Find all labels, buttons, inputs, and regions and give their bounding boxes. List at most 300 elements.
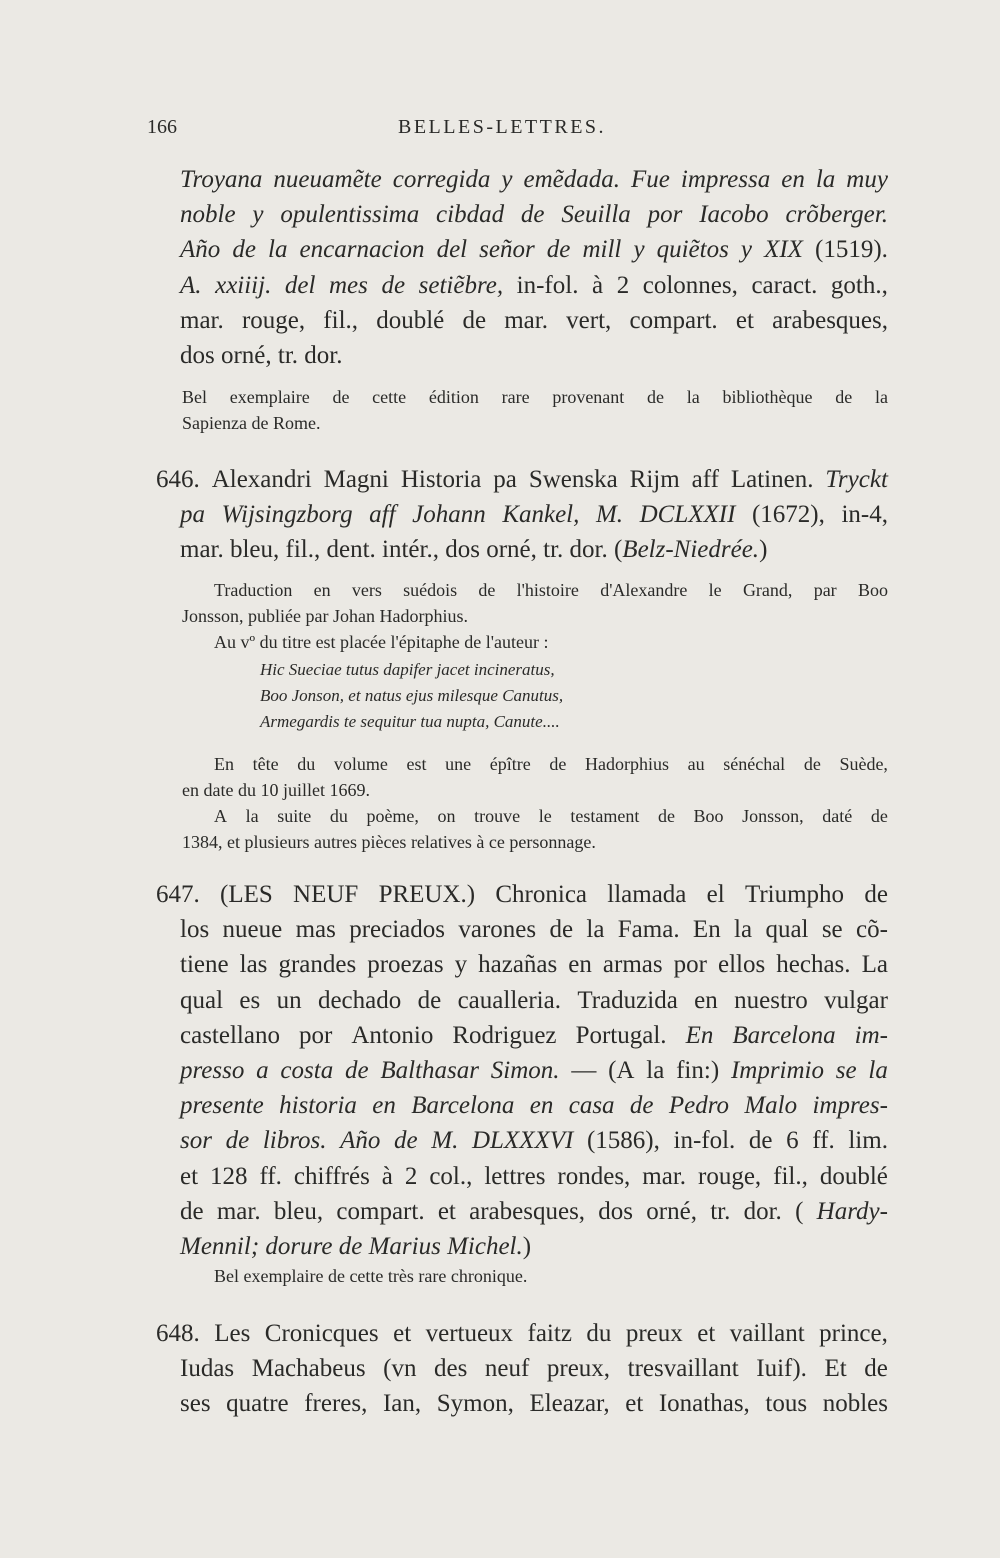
word: mas xyxy=(295,916,336,944)
word: freres, xyxy=(304,1390,368,1418)
word: Traduction xyxy=(214,580,293,600)
word: mes xyxy=(329,271,368,299)
word: costa xyxy=(280,1056,334,1084)
word: hechas. xyxy=(776,951,851,979)
entry-648 xyxy=(156,1316,888,1422)
word: ( xyxy=(795,1197,804,1225)
word: Malo xyxy=(744,1092,798,1120)
word: tête xyxy=(252,754,279,774)
text-line xyxy=(180,1351,888,1386)
word: tr. xyxy=(710,1197,731,1225)
word: des xyxy=(434,1355,468,1383)
word: le xyxy=(538,806,552,826)
word: tiene xyxy=(180,951,229,979)
word: Pedro xyxy=(668,1092,730,1120)
verse-line: Hic Sueciae tutus dapifer jacet incineratus, xyxy=(260,660,555,679)
text-line xyxy=(180,197,888,232)
word: et xyxy=(625,1390,644,1418)
word: se xyxy=(821,916,843,944)
word: de xyxy=(478,580,496,600)
text-line xyxy=(180,947,888,982)
word: et xyxy=(437,1197,456,1225)
word: bleu, xyxy=(273,1197,324,1225)
word: mar. xyxy=(216,1197,261,1225)
word: vulgar xyxy=(824,986,888,1014)
word: Latinen. xyxy=(730,466,814,493)
word: du xyxy=(297,754,316,774)
word: la xyxy=(874,387,888,407)
word: Barcelona xyxy=(732,1021,836,1049)
word: Bel xyxy=(182,387,207,407)
word: 2 xyxy=(616,271,630,299)
word: bibliothèque xyxy=(722,387,813,407)
word: de xyxy=(864,1355,888,1383)
word: Troyana xyxy=(180,166,263,193)
word: trouve xyxy=(474,806,521,826)
text-line xyxy=(180,1123,888,1158)
word: suédois xyxy=(403,580,458,600)
word: cette xyxy=(372,387,407,407)
word: armas xyxy=(602,951,663,979)
word: la xyxy=(815,166,836,193)
word: rondes, xyxy=(557,1162,631,1190)
word: Alexandri xyxy=(211,466,312,493)
word: daté xyxy=(822,806,853,826)
entry-647-note: Bel exemplaire de cette très rare chronique. xyxy=(214,1266,528,1286)
word: impres- xyxy=(812,1092,888,1120)
word: du xyxy=(329,806,348,826)
word: mar. xyxy=(642,1162,687,1190)
word: en xyxy=(529,1092,554,1120)
word: compart. xyxy=(629,306,718,334)
word: se xyxy=(835,1056,857,1084)
word: neuf xyxy=(484,1355,530,1383)
word: En xyxy=(692,916,721,944)
word: (1672), xyxy=(751,501,825,529)
word: Grand, xyxy=(742,580,793,600)
word: exemplaire xyxy=(229,387,310,407)
word: aff xyxy=(369,501,396,529)
text-line xyxy=(180,232,888,267)
text-line xyxy=(180,1018,888,1053)
word: fin:) xyxy=(676,1056,720,1084)
word: de xyxy=(864,881,888,908)
word: de xyxy=(417,986,442,1014)
word: Año xyxy=(180,236,221,264)
text-line xyxy=(156,877,888,912)
note-text: en date du 10 juillet 1669. xyxy=(182,780,370,800)
word: PREUX.) xyxy=(378,881,476,908)
word: llamada xyxy=(607,881,687,908)
word: la xyxy=(686,387,700,407)
word: de xyxy=(462,306,487,334)
note-line xyxy=(214,751,888,777)
word: vertueux xyxy=(425,1320,514,1347)
word: en xyxy=(568,951,592,979)
word: doublé xyxy=(376,306,445,334)
text-line xyxy=(180,1229,888,1264)
verse-line: Armegardis te sequitur tua nupta, Canute.... xyxy=(260,712,560,731)
word: Symon, xyxy=(436,1390,514,1418)
word: corregida xyxy=(392,166,491,193)
word: arabesques, xyxy=(469,1197,586,1225)
word: vaillant xyxy=(729,1320,805,1347)
word: de xyxy=(520,201,545,229)
word: Ian, xyxy=(382,1390,422,1418)
note-text: Jonsson, publiée par Johan Hadorphius. xyxy=(182,606,468,626)
word: crõberger. xyxy=(785,201,888,229)
text-line xyxy=(180,1053,888,1088)
page-number: 166 xyxy=(147,116,177,138)
word: Ionathas, xyxy=(658,1390,750,1418)
word: DCLXXII xyxy=(639,501,736,529)
word: de xyxy=(180,1197,204,1225)
word: nueue xyxy=(222,916,283,944)
word: et xyxy=(180,1162,199,1190)
note-line xyxy=(214,577,888,603)
verse-line: Boo Jonson, et natus ejus milesque Canutus, xyxy=(260,686,564,705)
word: Iacobo xyxy=(699,201,769,229)
word: Wijsingzborg xyxy=(221,501,353,529)
word: de xyxy=(748,1127,773,1155)
word: suite xyxy=(277,806,312,826)
word: (A xyxy=(608,1056,635,1084)
text-line xyxy=(180,1088,888,1123)
word: y xyxy=(454,951,468,979)
word: de xyxy=(835,387,853,407)
entry-645-tail xyxy=(180,162,888,373)
entry-646 xyxy=(156,462,888,568)
word: (1519). xyxy=(815,236,888,264)
word: ff. xyxy=(259,1162,282,1190)
word: castellano xyxy=(180,1021,280,1049)
word: dos xyxy=(598,1197,634,1225)
word: 6 xyxy=(786,1127,799,1155)
word: dor. xyxy=(743,1197,782,1225)
word: poème, xyxy=(366,806,419,826)
word: de xyxy=(647,387,665,407)
word: est xyxy=(406,754,427,774)
word: cibdad xyxy=(436,201,505,229)
word: Johann xyxy=(412,501,486,529)
word: prince, xyxy=(819,1320,888,1347)
word: XIX xyxy=(764,236,803,264)
word: de xyxy=(225,1127,250,1155)
word: pa xyxy=(180,501,205,529)
word: fil., xyxy=(323,306,359,334)
word: cõ- xyxy=(856,916,888,944)
word: ses xyxy=(180,1390,211,1418)
word: Historia xyxy=(400,466,482,493)
note-line xyxy=(182,410,888,436)
word: En xyxy=(214,754,234,774)
word: encarnacion xyxy=(299,236,425,264)
word: :) xyxy=(703,1056,720,1084)
word: en xyxy=(694,986,718,1014)
word: emẽdada. xyxy=(523,166,620,193)
word: proezas xyxy=(367,951,444,979)
word: Seuilla xyxy=(561,201,631,229)
word: Triumpho xyxy=(744,881,845,908)
word: caract. xyxy=(751,271,818,299)
word: Rijm xyxy=(629,466,680,493)
entry-646-notes xyxy=(182,577,888,655)
text-line xyxy=(156,462,888,497)
word: arabesques, xyxy=(772,306,888,334)
word: varones xyxy=(458,916,537,944)
word: por xyxy=(673,951,707,979)
word: caualleria. xyxy=(457,986,561,1014)
word: (1586), xyxy=(586,1127,660,1155)
entry-646-notes-after xyxy=(182,751,888,855)
word: de xyxy=(546,236,571,264)
word: quatre xyxy=(226,1390,289,1418)
word: faitz xyxy=(527,1320,572,1347)
word: por xyxy=(647,201,683,229)
word: de xyxy=(549,916,574,944)
word: Simon. xyxy=(490,1056,560,1084)
word: (vn xyxy=(383,1355,417,1383)
word: rare xyxy=(501,387,530,407)
word: de xyxy=(657,806,675,826)
text-run: ) xyxy=(759,536,768,564)
word: la xyxy=(646,1056,665,1084)
text-line xyxy=(180,303,888,338)
word: Iuif). xyxy=(756,1355,807,1383)
word: Barcelona xyxy=(411,1092,515,1120)
word: — xyxy=(571,1056,597,1084)
epitaph-verse xyxy=(260,657,563,735)
word: en xyxy=(313,580,331,600)
text-line xyxy=(180,983,888,1018)
word: preux, xyxy=(546,1355,611,1383)
word: Boo xyxy=(693,806,724,826)
word: ff. xyxy=(812,1127,835,1155)
word: en xyxy=(781,166,805,193)
note-line xyxy=(182,777,888,803)
word: Imprimio xyxy=(730,1056,824,1084)
word: presente xyxy=(180,1092,264,1120)
word: de xyxy=(332,387,350,407)
note-text: 1384, et plusieurs autres pièces relatives à ce personnage. xyxy=(182,832,596,852)
word: Chronica xyxy=(495,881,588,908)
word: testament xyxy=(570,806,640,826)
word: et xyxy=(393,1320,412,1347)
word: par xyxy=(813,580,837,600)
word: y xyxy=(501,166,513,193)
word: colonnes, xyxy=(642,271,738,299)
word: dechado xyxy=(317,986,402,1014)
word: épître xyxy=(489,754,531,774)
text-line xyxy=(180,1194,888,1229)
word: Suède, xyxy=(839,754,888,774)
word: Swenska xyxy=(528,466,618,493)
word: de xyxy=(344,1056,369,1084)
word: preux xyxy=(625,1320,683,1347)
word: de xyxy=(232,236,256,264)
word: goth., xyxy=(830,271,888,299)
word: impressa xyxy=(680,166,771,193)
word: fil., xyxy=(773,1162,808,1190)
word: Traduzida xyxy=(577,986,678,1014)
word: la xyxy=(245,806,259,826)
text-run: dos orné, tr. dor. xyxy=(180,341,343,369)
word: Jonsson, xyxy=(742,806,804,826)
word: nueuamẽte xyxy=(273,166,382,193)
note-text: Au vº du titre est placée l'épitaphe de l'auteur : xyxy=(214,632,549,652)
word: del xyxy=(284,271,316,299)
word: vert, xyxy=(566,306,612,334)
word: la xyxy=(268,236,288,264)
word: Iudas xyxy=(180,1355,235,1383)
word: doublé xyxy=(819,1162,888,1190)
word: de xyxy=(394,1127,418,1155)
word: et xyxy=(697,1320,716,1347)
text-line xyxy=(180,268,888,303)
word: Antonio xyxy=(351,1021,434,1049)
word: 2 xyxy=(404,1162,418,1190)
note-line xyxy=(182,829,888,855)
word: 128 xyxy=(210,1162,248,1190)
word: de xyxy=(629,1092,654,1120)
word: sor xyxy=(180,1127,212,1155)
word: en xyxy=(372,1092,396,1120)
word: el xyxy=(706,881,725,908)
entry-645-note xyxy=(182,384,888,436)
word: Hardy- xyxy=(816,1197,888,1225)
text-run: ) xyxy=(522,1232,532,1260)
word: tous xyxy=(765,1390,808,1418)
word: compart. xyxy=(336,1197,425,1225)
word: au xyxy=(687,754,705,774)
word: à xyxy=(381,1162,393,1190)
word: 648. xyxy=(156,1320,200,1347)
word: por xyxy=(299,1021,333,1049)
word: Portugal. xyxy=(575,1021,667,1049)
text-run: Belz-Niedrée. xyxy=(622,536,760,564)
note-line xyxy=(214,803,888,829)
word: le xyxy=(708,580,722,600)
word: del xyxy=(436,236,468,264)
word: vers xyxy=(351,580,382,600)
word: de xyxy=(549,754,567,774)
word: édition xyxy=(428,387,479,407)
text-line xyxy=(180,1159,888,1194)
word: rouge, xyxy=(241,306,306,334)
word: orné, xyxy=(646,1197,697,1225)
word: lettres xyxy=(484,1162,546,1190)
text-line xyxy=(180,497,888,532)
word: La xyxy=(861,951,888,979)
word: et xyxy=(735,306,754,334)
word: A. xyxy=(180,271,202,299)
word: las xyxy=(239,951,268,979)
word: à xyxy=(592,271,604,299)
word: rouge, xyxy=(698,1162,762,1190)
word: une xyxy=(445,754,472,774)
word: los xyxy=(180,916,210,944)
word: historia xyxy=(279,1092,357,1120)
word: Kankel, xyxy=(502,501,580,529)
word: 647. xyxy=(156,881,200,908)
word: NEUF xyxy=(293,881,359,908)
word: Boo xyxy=(857,580,888,600)
text-run: mar. bleu, fil., dent. intér., dos orné, tr. dor. ( xyxy=(180,536,623,564)
word: de xyxy=(803,754,821,774)
word: grandes xyxy=(278,951,357,979)
text-line xyxy=(180,532,888,567)
word: noble xyxy=(180,201,236,229)
word: quiẽtos xyxy=(656,236,729,264)
word: Machabeus xyxy=(251,1355,366,1383)
word: de xyxy=(381,271,406,299)
word: du xyxy=(586,1320,612,1347)
word: de xyxy=(870,806,888,826)
text-line xyxy=(180,912,888,947)
note-line xyxy=(182,603,888,629)
word: la xyxy=(868,1056,888,1084)
word: un xyxy=(276,986,302,1014)
word: libros. xyxy=(262,1127,327,1155)
word: En xyxy=(685,1021,714,1049)
word: y xyxy=(633,236,645,264)
word: Rodriguez xyxy=(452,1021,557,1049)
note-line xyxy=(182,384,888,410)
word: M. xyxy=(431,1127,459,1155)
word: chiffrés xyxy=(293,1162,370,1190)
word: 646. xyxy=(156,466,200,493)
word: provenant xyxy=(552,387,625,407)
word: presso xyxy=(180,1056,245,1084)
word: mar. xyxy=(180,306,224,334)
word: preciados xyxy=(349,916,445,944)
word: d'Alexandre xyxy=(600,580,688,600)
word: Les xyxy=(214,1320,251,1347)
word: in-fol. xyxy=(516,271,579,299)
word: (LES xyxy=(220,881,273,908)
text-line xyxy=(180,1386,888,1421)
word: la xyxy=(586,916,605,944)
word: on xyxy=(437,806,456,826)
word: nobles xyxy=(822,1390,888,1418)
word: muy xyxy=(846,166,888,193)
word: Et xyxy=(824,1355,847,1383)
word: xxiiij. xyxy=(215,271,272,299)
word: ellos xyxy=(718,951,766,979)
word: Año xyxy=(340,1127,381,1155)
word: lim. xyxy=(848,1127,888,1155)
word: col., xyxy=(429,1162,473,1190)
running-title: BELLES-LETTRES. xyxy=(398,116,607,138)
word: Eleazar, xyxy=(529,1390,610,1418)
word: Fue xyxy=(631,166,670,193)
word: hazañas xyxy=(478,951,558,979)
note-text: Sapienza de Rome. xyxy=(182,413,321,433)
word: setiẽbre, xyxy=(418,271,504,299)
word: Hadorphius xyxy=(584,754,669,774)
word: mar. xyxy=(504,306,548,334)
word: casa xyxy=(568,1092,615,1120)
word: M. xyxy=(595,501,624,529)
word: a xyxy=(256,1056,269,1084)
word: tresvaillant xyxy=(627,1355,739,1383)
word: volume xyxy=(333,754,388,774)
text-line xyxy=(180,162,888,197)
word: A xyxy=(214,806,227,826)
word: im- xyxy=(854,1021,888,1049)
word: DLXXXVI xyxy=(471,1127,574,1155)
word: qual xyxy=(180,986,224,1014)
